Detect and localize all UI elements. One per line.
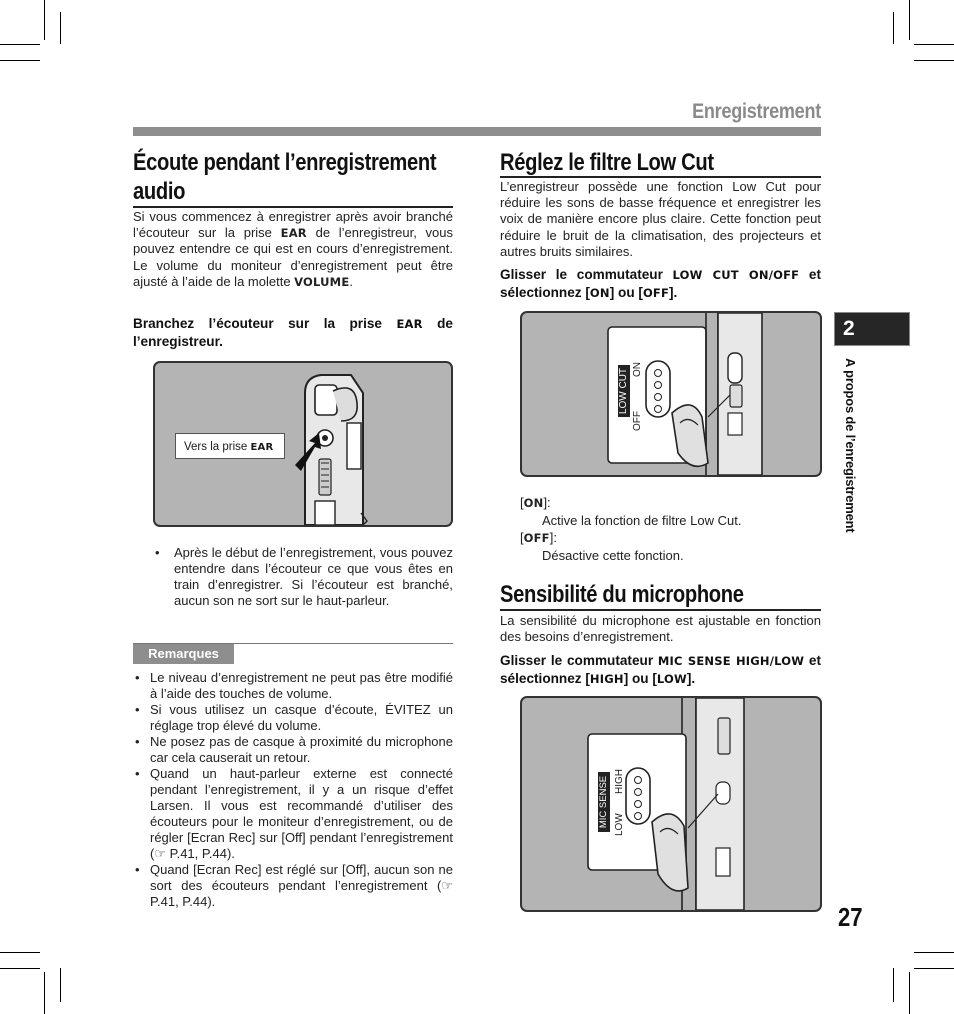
- intro-text: .: [349, 273, 354, 289]
- lowcut-heading: Réglez le filtre Low Cut: [500, 149, 714, 176]
- crop-mark: [0, 968, 40, 969]
- lowcut-on-label: ON: [632, 362, 643, 377]
- crop-mark: [914, 952, 954, 953]
- left-step: [133, 315, 453, 350]
- crop-mark: [914, 44, 954, 45]
- mic-sense-figure: [520, 696, 822, 912]
- mic-switch-label: [598, 772, 610, 832]
- mic-low-label: LOW: [614, 813, 625, 836]
- crop-mark: [60, 968, 61, 1002]
- label-text: LOW CUT: [618, 367, 629, 415]
- mic-sense-switch-illustration: [522, 698, 820, 910]
- chapter-title: A propos de l’enregistrement: [843, 358, 858, 533]
- volume-keyword: VOLUME: [294, 274, 350, 289]
- section-title: Enregistrement: [692, 100, 821, 123]
- callout-text: Vers la prise: [184, 441, 251, 453]
- lowcut-definitions: [520, 494, 820, 564]
- off-keyword: OFF: [523, 531, 550, 545]
- list-item: • Après le début de l’enregistrement, vous pouvez entendre dans l’écouteur ce que vous êtes en train d’enregistrer. Si l’écouteur est branché, aucun son ne sort sur le haut-parleur.: [153, 545, 453, 609]
- lowcut-keyword: LOW CUT ON/OFF: [672, 268, 800, 282]
- on-keyword: ON: [523, 496, 544, 510]
- crop-mark: [893, 12, 894, 44]
- intro-text: de l’enregistreur, vous pouvez entendre ce qui est en cours d’enregistrement. Le volume du moniteur d’enregistrement peut être ajusté à l’aide de la molette: [133, 225, 454, 289]
- mic-heading-rule: [500, 609, 821, 611]
- remarks-list: [133, 670, 453, 910]
- crop-mark: [0, 60, 40, 61]
- lowcut-off-label: OFF: [632, 411, 643, 431]
- crop-mark: [893, 968, 894, 1002]
- remark-item: • Quand un haut-parleur externe est connecté pendant l’enregistrement, il y a un risque d’effet Larsen. Il vous est recommandé d’utiliser des écouteurs pour le moniteur d’enregistrement, ou de régler [Ecran Rec] sur [Off] pendant l’enregistrement (☞ P.41, P.44).: [133, 766, 453, 862]
- ear-keyword: EAR: [280, 226, 307, 241]
- lowcut-step: [500, 266, 821, 302]
- step-text: de l’enregistreur.: [133, 316, 453, 349]
- figure-callout: [175, 433, 285, 459]
- lowcut-heading-rule: [500, 176, 821, 178]
- crop-mark: [0, 952, 40, 953]
- mic-high-label: HIGH: [614, 769, 625, 794]
- step-text: et sélectionnez [: [500, 267, 821, 300]
- lowcut-intro: L’enregistreur possède une fonction Low Cut pour réduire les sons de basse fréquence et enregistrer les voix de manière encore plus claire. Cette fonction peut réduire le bruit de la climatisation, des projecteurs et autres bruits similaires.: [500, 179, 821, 259]
- mic-intro: La sensibilité du microphone est ajustable en fonction des besoins d’enregistrement.: [500, 613, 821, 645]
- remark-item: • Le niveau d’enregistrement ne peut pas être modifié à l’aide des touches de volume.: [133, 670, 453, 702]
- crop-mark: [44, 0, 45, 40]
- left-heading: [133, 148, 452, 206]
- mic-heading: Sensibilité du microphone: [500, 581, 744, 608]
- remark-item: • Quand [Ecran Rec] est réglé sur [Off], aucun son ne sort des écouteurs pendant l’enregistrement (☞ P.41, P.44).: [133, 862, 453, 910]
- off-keyword: OFF: [642, 286, 670, 300]
- crop-mark: [909, 0, 910, 40]
- page-number: 27: [838, 902, 863, 932]
- on-keyword: ON: [589, 286, 610, 300]
- on-description: Active la fonction de filtre Low Cut.: [542, 513, 742, 528]
- step-text: Glisser le commutateur: [500, 653, 658, 668]
- ear-keyword: EAR: [396, 317, 423, 331]
- mic-step: [500, 652, 821, 688]
- chapter-number: 2: [843, 317, 855, 340]
- lowcut-figure: [520, 311, 822, 477]
- lowcut-switch-illustration: [522, 313, 820, 475]
- step-text: ].: [669, 285, 678, 300]
- ear-keyword: EAR: [250, 442, 274, 453]
- after-record-bullets: [153, 545, 453, 609]
- step-text: ].: [686, 671, 696, 686]
- crop-mark: [909, 972, 910, 1014]
- step-text: Glisser le commutateur: [500, 267, 673, 282]
- off-term: [OFF]:: [520, 530, 557, 545]
- remark-item: • Ne posez pas de casque à proximité du microphone car cela causerait un retour.: [133, 734, 453, 766]
- crop-mark: [914, 968, 954, 969]
- left-intro: [133, 209, 453, 290]
- step-text: et sélectionnez [: [500, 653, 821, 686]
- crop-mark: [60, 12, 61, 44]
- crop-mark: [44, 972, 45, 1014]
- intro-text: Si vous commencez à enregistrer après avoir branché l’écouteur sur la prise: [133, 209, 453, 241]
- step-text: ] ou [: [623, 671, 657, 686]
- crop-mark: [914, 60, 954, 61]
- low-keyword: LOW: [656, 672, 687, 686]
- header-rule: [133, 127, 821, 136]
- left-heading-rule: [133, 206, 453, 208]
- remarks-badge: Remarques: [133, 644, 234, 664]
- lowcut-switch-label: [618, 365, 630, 417]
- step-text: Branchez l’écouteur sur la prise: [133, 316, 397, 331]
- left-heading-text: Écoute pendant l’enregistrement audio: [133, 149, 437, 205]
- mic-keyword: MIC SENSE HIGH/LOW: [657, 654, 805, 668]
- off-description: Désactive cette fonction.: [542, 548, 684, 563]
- remark-item: • Si vous utilisez un casque d’écoute, ÉVITEZ un réglage trop élevé du volume.: [133, 702, 453, 734]
- label-text: MIC SENSE: [598, 775, 609, 829]
- step-text: ] ou [: [609, 285, 643, 300]
- high-keyword: HIGH: [589, 672, 624, 686]
- earphone-figure: [153, 361, 453, 527]
- crop-mark: [0, 44, 40, 45]
- on-term: [ON]:: [520, 495, 551, 510]
